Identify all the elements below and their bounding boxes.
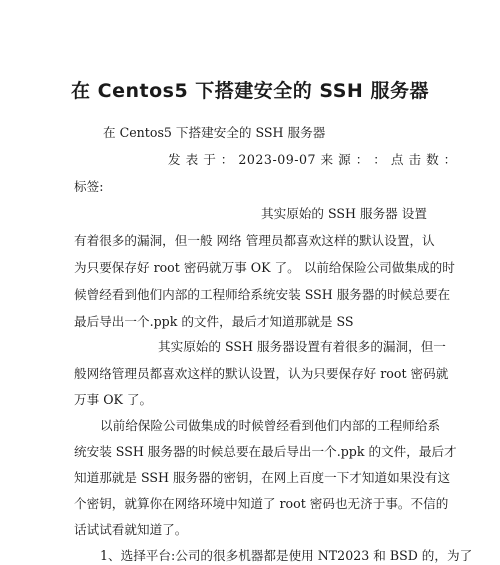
paragraph-2-line-2: 般网络管理员都喜欢这样的默认设置，认为只要保存好 root 密码就 xyxy=(74,366,449,381)
paragraph-2-line-1: 其实原始的 SSH 服务器设置有着很多的漏洞，但一 xyxy=(158,339,446,354)
document-title: 在 Centos5 下搭建安全的 SSH 服务器 xyxy=(71,80,429,102)
document-subtitle: 在 Centos5 下搭建安全的 SSH 服务器 xyxy=(103,125,326,140)
paragraph-1-line-3: 为只要保存好 root 密码就万事 OK 了。 以前给保险公司做集成的时 xyxy=(74,260,455,275)
paragraph-3-line-2: 统安装 SSH 服务器的时候总要在最后导出一个.ppk 的文件，最后才 xyxy=(74,444,457,459)
paragraph-1-line-2: 有着很多的漏洞，但一般 网络 管理员都喜欢这样的默认设置，认 xyxy=(74,233,435,248)
paragraph-3-line-3: 知道那就是 SSH 服务器的密钥，在网上百度一下才知道如果没有这 xyxy=(74,470,451,485)
paragraph-4-line-1: 1、选择平台:公司的很多机器都是使用 NT2023 和 BSD 的，为了 xyxy=(100,548,473,563)
paragraph-1-line-4: 候曾经看到他们内部的工程师给系统安装 SSH 服务器的时候总要在 xyxy=(74,287,451,302)
publish-meta-line: 发 表 于 ： 2023-09-07 来 源 ： ： 点 击 数 ： xyxy=(168,152,457,167)
paragraph-3-line-4: 个密钥，就算你在网络环境中知道了 root 密码也无济于事。不信的 xyxy=(74,496,449,511)
paragraph-1-line-5: 最后导出一个.ppk 的文件，最后才知道那就是 SS xyxy=(74,314,354,329)
paragraph-1-line-1: 其实原始的 SSH 服务器 设置 xyxy=(261,206,427,221)
tags-label: 标签: xyxy=(74,179,104,194)
paragraph-3-line-5: 话试试看就知道了。 xyxy=(74,522,188,537)
paragraph-3-line-1: 以前给保险公司做集成的时候曾经看到他们内部的工程师给系 xyxy=(100,418,441,433)
paragraph-2-line-3: 万事 OK 了。 xyxy=(74,392,153,407)
